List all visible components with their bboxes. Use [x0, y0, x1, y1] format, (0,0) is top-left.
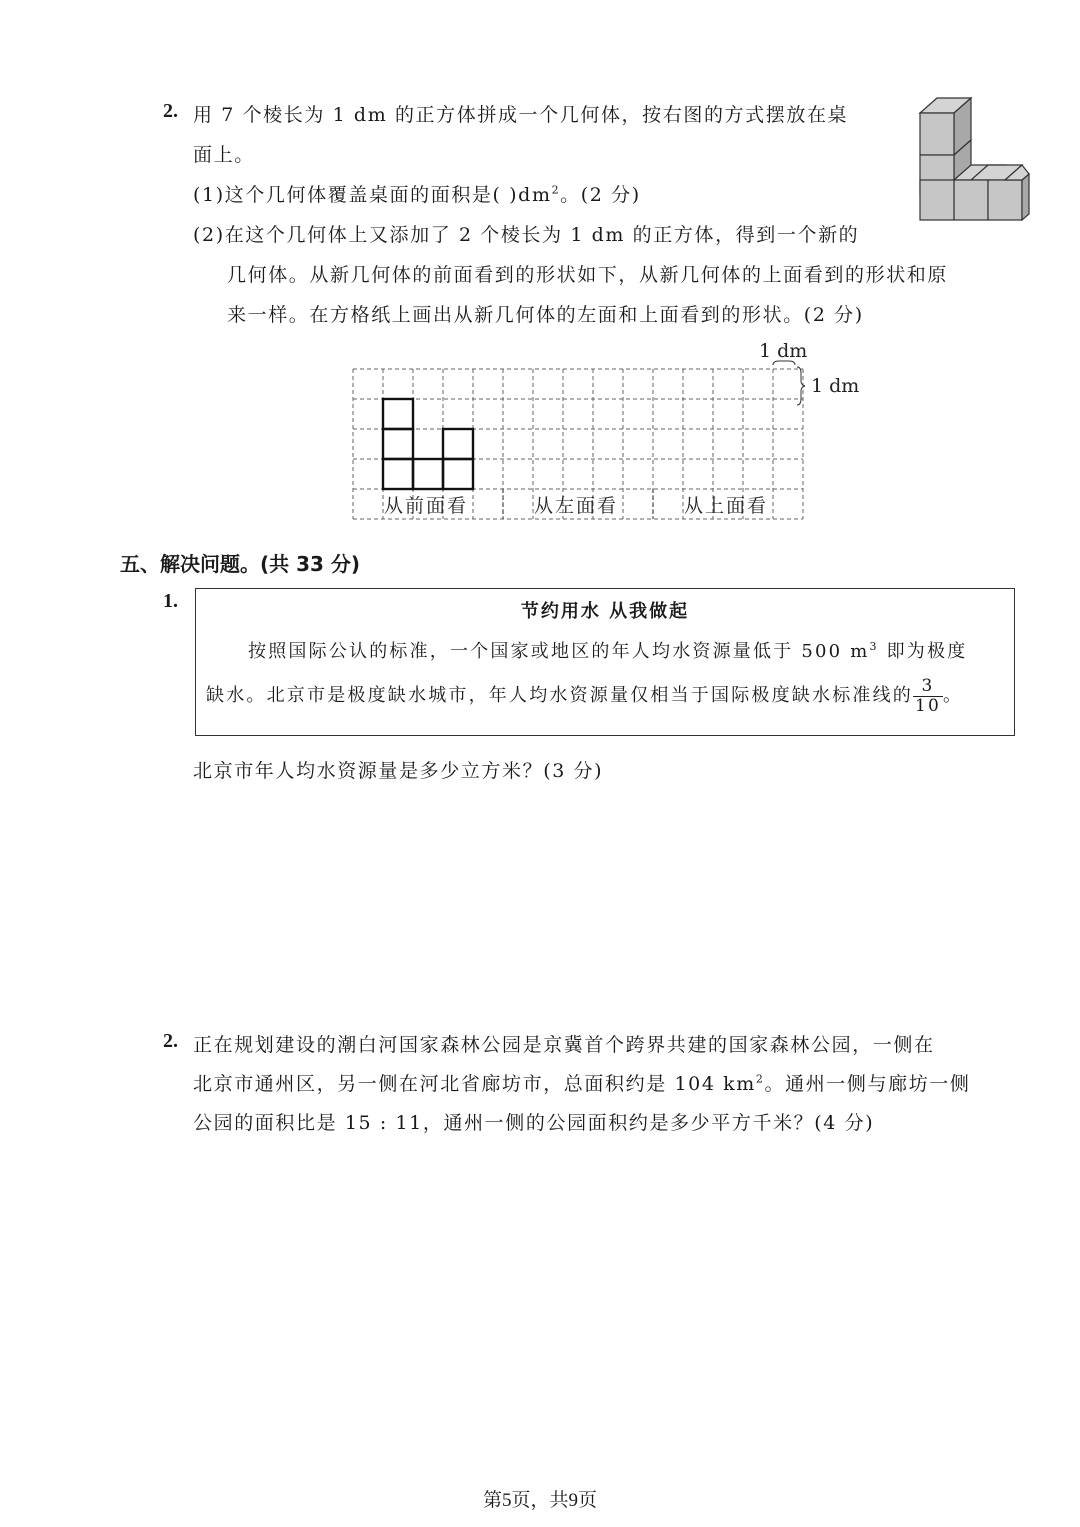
subquestion-2-line: 来一样。在方格纸上画出从新几何体的左面和上面看到的形状。(2 分) — [227, 304, 864, 326]
page-footer: 第5页，共9页 — [482, 1490, 597, 1511]
label-top-view: 从上面看 — [684, 495, 769, 517]
info-box-line — [206, 677, 963, 715]
front-view-cell — [383, 429, 413, 459]
subquestion-2-line: (2)在这个几何体上又添加了 2 个棱长为 1 dm 的正方体，得到一个新的 — [193, 224, 860, 246]
info-box-line — [248, 637, 967, 663]
info-box-text: 缺水。北京市是极度缺水城市，年人均水资源量仅相当于国际极度缺水标准线的 — [206, 685, 913, 707]
fraction-numerator: 3 — [913, 677, 943, 697]
question-text-line: 用 7 个棱长为 1 dm 的正方体拼成一个几何体，按右图的方式摆放在桌 — [193, 104, 849, 126]
brace-right — [797, 367, 805, 405]
section-heading: 五、解决问题。(共 33 分) — [120, 552, 361, 576]
question-number: 2. — [163, 100, 178, 122]
question-text: 北京市通州区，另一侧在河北省廊坊市，总面积约是 104 km — [193, 1073, 756, 1095]
question-text-line: 面上。 — [193, 144, 255, 166]
superscript: 2 — [755, 1072, 765, 1086]
question-text: 。通州一侧与廊坊一侧 — [764, 1073, 971, 1095]
fraction-denominator: 10 — [915, 695, 942, 716]
front-view-cell — [443, 429, 473, 459]
subquestion-1 — [193, 180, 641, 207]
front-view-cell — [413, 459, 443, 489]
superscript: 2 — [551, 183, 561, 197]
info-box-text: 按照国际公认的标准，一个国家或地区的年人均水资源量低于 500 m — [248, 641, 870, 662]
label-front-view: 从前面看 — [384, 495, 469, 517]
subquestion-1-score: 。(2 分) — [560, 184, 641, 206]
question-number: 1. — [163, 590, 178, 612]
question-text: 北京市年人均水资源量是多少立方米？(3 分) — [193, 760, 604, 782]
subquestion-2-line: 几何体。从新几何体的前面看到的形状如下，从新几何体的上面看到的形状和原 — [227, 264, 949, 286]
question-text-line: 公园的面积比是 15 : 11，通州一侧的公园面积约是多少平方千米？(4 分) — [193, 1112, 875, 1134]
front-view-cell — [383, 459, 413, 489]
front-view-cell — [443, 459, 473, 489]
fraction — [913, 677, 943, 715]
label-left-view: 从左面看 — [534, 495, 619, 517]
superscript: 3 — [869, 640, 879, 653]
unit-label-right: 1 dm — [811, 375, 860, 397]
question-number: 2. — [163, 1030, 178, 1052]
cube-stack-figure — [905, 95, 1030, 230]
front-view-cell — [383, 399, 413, 429]
info-box-text: 。 — [943, 685, 964, 707]
info-box-title: 节约用水 从我做起 — [520, 601, 690, 622]
question-text-line: 正在规划建设的潮白河国家森林公园是京冀首个跨界共建的国家森林公园，一侧在 — [193, 1034, 935, 1056]
unit-label-top: 1 dm — [759, 340, 808, 362]
question-text-line — [193, 1069, 971, 1096]
subquestion-1-text: (1)这个几何体覆盖桌面的面积是( )dm — [193, 184, 552, 206]
info-box-text: 即为极度 — [878, 641, 968, 662]
info-box — [195, 588, 1015, 736]
grid-paper — [345, 335, 875, 525]
